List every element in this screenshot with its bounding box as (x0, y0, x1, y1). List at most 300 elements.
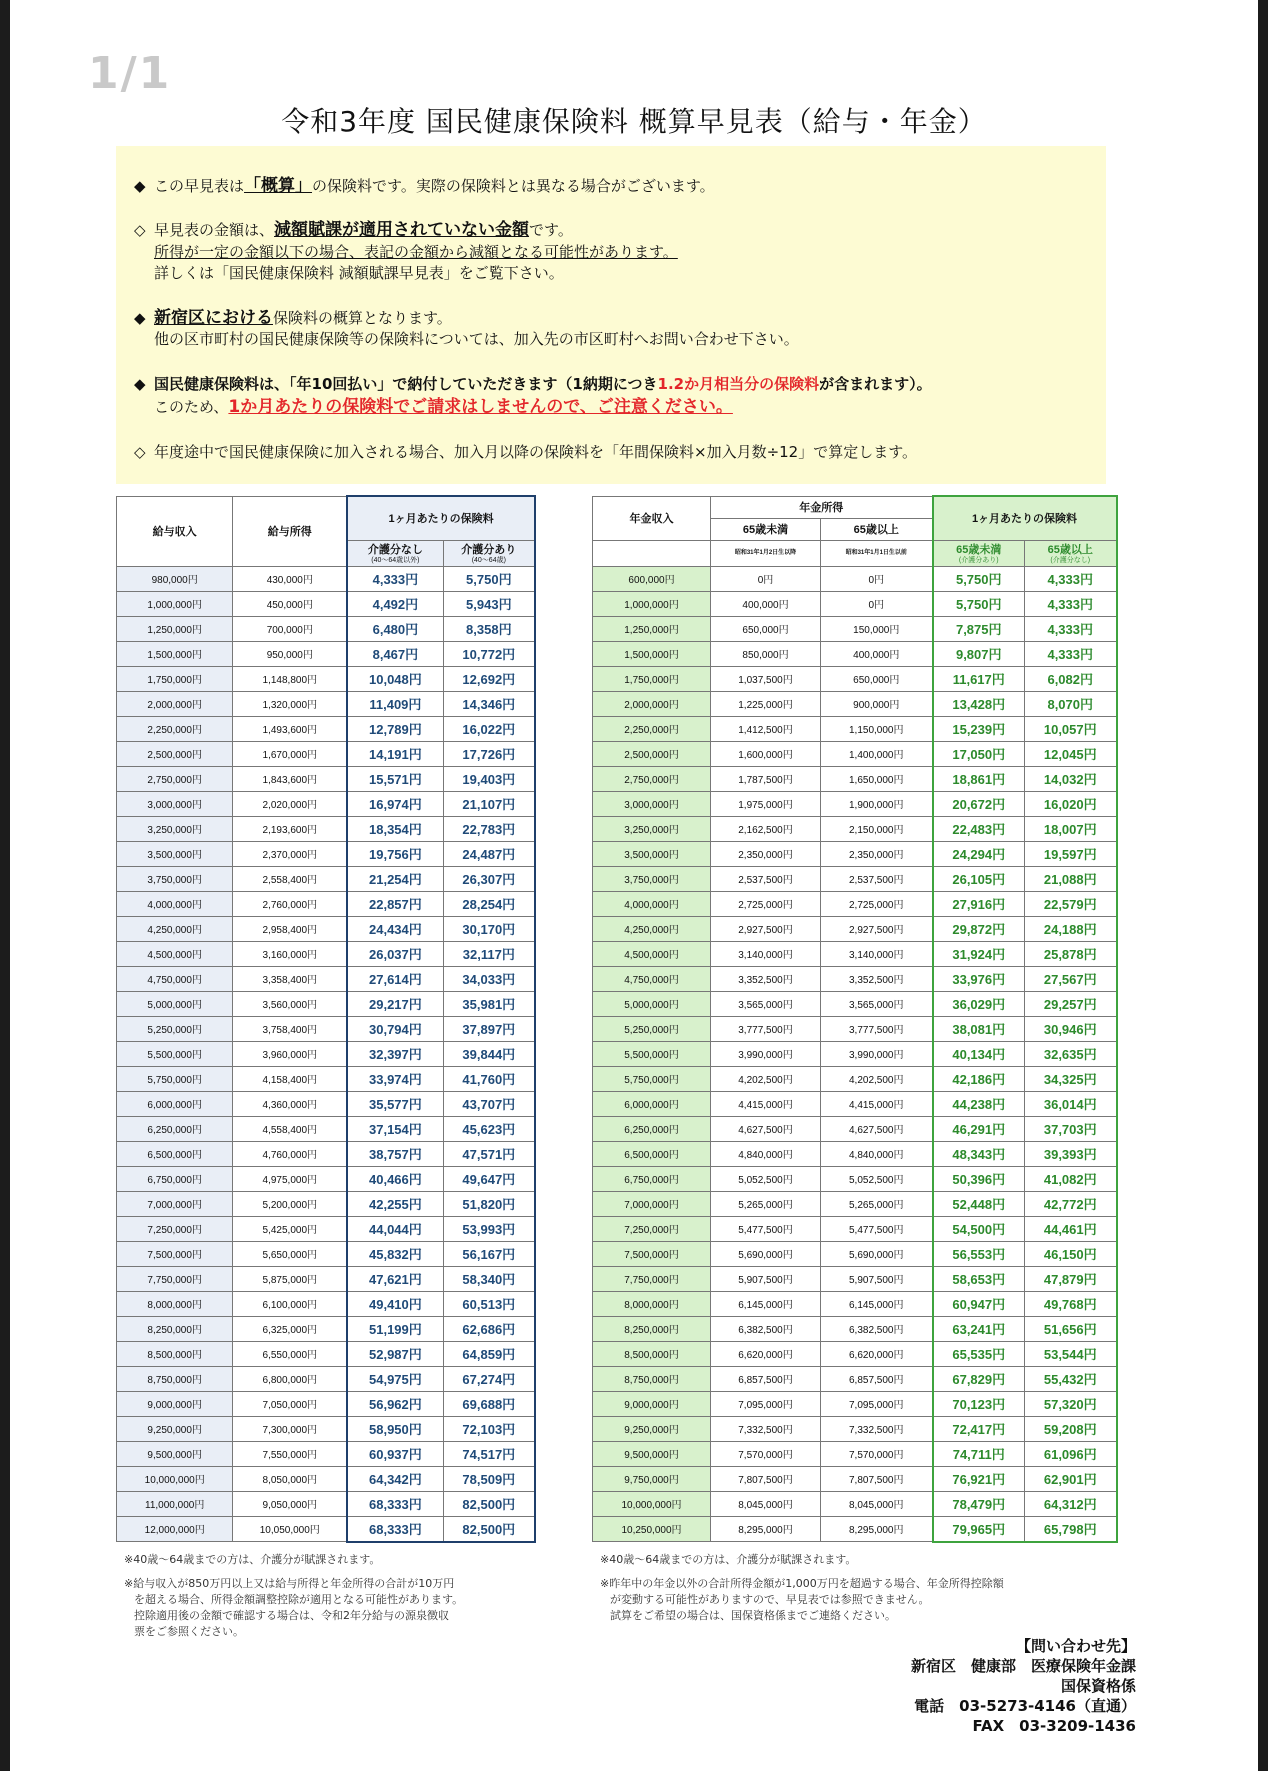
income-cell: 3,160,000円 (233, 941, 347, 966)
premium-cell: 4,333円 (1025, 616, 1117, 641)
income-cell: 2,250,000円 (593, 716, 711, 741)
premium-cell: 4,333円 (1025, 591, 1117, 616)
salary-row (117, 991, 536, 1016)
income-cell: 650,000円 (711, 616, 821, 641)
premium-cell: 78,479円 (933, 1491, 1025, 1516)
premium-cell: 33,976円 (933, 966, 1025, 991)
income-cell: 450,000円 (233, 591, 347, 616)
premium-cell: 29,872円 (933, 916, 1025, 941)
premium-cell: 19,597円 (1025, 841, 1117, 866)
income-cell: 7,095,000円 (821, 1391, 933, 1416)
income-cell: 5,750,000円 (593, 1066, 711, 1091)
income-cell: 9,500,000円 (117, 1441, 233, 1466)
pension-row (593, 641, 1117, 666)
income-cell: 2,750,000円 (593, 766, 711, 791)
income-cell: 7,500,000円 (117, 1241, 233, 1266)
income-cell: 5,500,000円 (593, 1041, 711, 1066)
premium-cell: 62,901円 (1025, 1466, 1117, 1491)
premium-cell: 35,577円 (347, 1091, 443, 1116)
income-cell: 9,000,000円 (593, 1391, 711, 1416)
income-cell: 11,000,000円 (117, 1491, 233, 1516)
pension-row (593, 1091, 1117, 1116)
income-cell: 7,550,000円 (233, 1441, 347, 1466)
income-cell: 4,415,000円 (821, 1091, 933, 1116)
premium-cell: 9,807円 (933, 641, 1025, 666)
income-cell: 2,760,000円 (233, 891, 347, 916)
premium-cell: 13,428円 (933, 691, 1025, 716)
income-cell: 3,140,000円 (821, 941, 933, 966)
premium-cell: 79,965円 (933, 1516, 1025, 1542)
salary-row (117, 791, 536, 816)
premium-cell: 19,756円 (347, 841, 443, 866)
pension-row (593, 966, 1117, 991)
premium-cell: 47,879円 (1025, 1266, 1117, 1291)
income-cell: 1,412,500円 (711, 716, 821, 741)
premium-cell: 24,294円 (933, 841, 1025, 866)
income-cell: 0円 (821, 591, 933, 616)
premium-cell: 26,307円 (443, 866, 535, 891)
premium-cell: 33,974円 (347, 1066, 443, 1091)
income-cell: 7,500,000円 (593, 1241, 711, 1266)
income-cell: 3,250,000円 (593, 816, 711, 841)
income-cell: 4,158,400円 (233, 1066, 347, 1091)
income-cell: 2,750,000円 (117, 766, 233, 791)
income-cell: 1,000,000円 (117, 591, 233, 616)
pension-row (593, 1316, 1117, 1341)
income-cell: 400,000円 (711, 591, 821, 616)
income-cell: 1,148,800円 (233, 666, 347, 691)
premium-cell: 74,711円 (933, 1441, 1025, 1466)
pension-row (593, 1441, 1117, 1466)
header-col-under65: 65歳未満 (介護分あり) (933, 540, 1025, 566)
salary-row (117, 1366, 536, 1391)
contact-heading: 【問い合わせ先】 (1015, 1637, 1136, 1655)
income-cell: 5,477,500円 (821, 1216, 933, 1241)
premium-cell: 58,653円 (933, 1266, 1025, 1291)
pension-row (593, 1116, 1117, 1141)
premium-cell: 25,878円 (1025, 941, 1117, 966)
income-cell: 6,382,500円 (711, 1316, 821, 1341)
premium-cell: 72,417円 (933, 1416, 1025, 1441)
contact-fax: FAX 03-3209-1436 (972, 1717, 1136, 1735)
income-cell: 9,250,000円 (593, 1416, 711, 1441)
premium-cell: 62,686円 (443, 1316, 535, 1341)
income-cell: 3,565,000円 (711, 991, 821, 1016)
income-cell: 9,000,000円 (117, 1391, 233, 1416)
income-cell: 600,000円 (593, 566, 711, 591)
salary-row (117, 1516, 536, 1542)
premium-cell: 34,033円 (443, 966, 535, 991)
income-cell: 430,000円 (233, 566, 347, 591)
premium-cell: 12,789円 (347, 716, 443, 741)
premium-cell: 63,241円 (933, 1316, 1025, 1341)
income-cell: 3,758,400円 (233, 1016, 347, 1041)
income-cell: 7,570,000円 (711, 1441, 821, 1466)
income-cell: 9,750,000円 (593, 1466, 711, 1491)
income-cell: 5,052,500円 (821, 1166, 933, 1191)
premium-cell: 12,692円 (443, 666, 535, 691)
income-cell: 2,927,500円 (711, 916, 821, 941)
income-cell: 6,857,500円 (821, 1366, 933, 1391)
income-cell: 6,620,000円 (821, 1341, 933, 1366)
premium-cell: 46,150円 (1025, 1241, 1117, 1266)
income-cell: 10,050,000円 (233, 1516, 347, 1542)
income-cell: 9,500,000円 (593, 1441, 711, 1466)
income-cell: 8,295,000円 (711, 1516, 821, 1542)
income-cell: 2,020,000円 (233, 791, 347, 816)
income-cell: 6,100,000円 (233, 1291, 347, 1316)
salary-table-body (117, 566, 536, 1542)
header-no-care: 介護分なし (40～64歳以外) (347, 540, 443, 566)
income-cell: 1,843,600円 (233, 766, 347, 791)
premium-cell: 37,154円 (347, 1116, 443, 1141)
income-cell: 0円 (821, 566, 933, 591)
salary-row (117, 591, 536, 616)
income-cell: 5,690,000円 (821, 1241, 933, 1266)
premium-cell: 8,467円 (347, 641, 443, 666)
income-cell: 5,000,000円 (117, 991, 233, 1016)
salary-row (117, 966, 536, 991)
footnote-right-2c: 試算をご希望の場合は、国保資格係までご連絡ください。 (610, 1609, 896, 1622)
income-cell: 5,265,000円 (821, 1191, 933, 1216)
salary-row (117, 1391, 536, 1416)
premium-cell: 17,726円 (443, 741, 535, 766)
pension-row (593, 716, 1117, 741)
income-cell: 3,500,000円 (117, 841, 233, 866)
income-cell: 1,500,000円 (117, 641, 233, 666)
footnote-right-1: ※40歳～64歳までの方は、介護分が賦課されます。 (600, 1553, 857, 1566)
income-cell: 8,000,000円 (593, 1291, 711, 1316)
header-salary-income: 給与収入 (117, 496, 233, 566)
premium-cell: 74,517円 (443, 1441, 535, 1466)
premium-cell: 70,123円 (933, 1391, 1025, 1416)
premium-cell: 47,621円 (347, 1266, 443, 1291)
salary-row (117, 666, 536, 691)
premium-cell: 16,974円 (347, 791, 443, 816)
notice-3: ◆ 新宿区における保険料の概算となります。 (134, 308, 452, 328)
income-cell: 1,225,000円 (711, 691, 821, 716)
salary-row (117, 1191, 536, 1216)
premium-cell: 41,760円 (443, 1066, 535, 1091)
income-cell: 3,000,000円 (117, 791, 233, 816)
income-cell: 1,900,000円 (821, 791, 933, 816)
pension-row (593, 691, 1117, 716)
income-cell: 6,000,000円 (117, 1091, 233, 1116)
premium-cell: 64,859円 (443, 1341, 535, 1366)
premium-cell: 15,571円 (347, 766, 443, 791)
premium-cell: 4,492円 (347, 591, 443, 616)
premium-cell: 52,448円 (933, 1191, 1025, 1216)
header-under65: 65歳未満 (711, 518, 821, 540)
premium-cell: 22,579円 (1025, 891, 1117, 916)
income-cell: 4,975,000円 (233, 1166, 347, 1191)
income-cell: 6,145,000円 (711, 1291, 821, 1316)
premium-cell: 44,044円 (347, 1216, 443, 1241)
notice-box (116, 146, 1106, 484)
salary-row (117, 741, 536, 766)
premium-cell: 53,993円 (443, 1216, 535, 1241)
income-cell: 8,045,000円 (711, 1491, 821, 1516)
income-cell: 5,000,000円 (593, 991, 711, 1016)
income-cell: 7,300,000円 (233, 1416, 347, 1441)
income-cell: 8,045,000円 (821, 1491, 933, 1516)
income-cell: 2,725,000円 (821, 891, 933, 916)
premium-cell: 16,020円 (1025, 791, 1117, 816)
income-cell: 650,000円 (821, 666, 933, 691)
salary-row (117, 1291, 536, 1316)
income-cell: 6,325,000円 (233, 1316, 347, 1341)
premium-cell: 10,048円 (347, 666, 443, 691)
salary-row (117, 841, 536, 866)
income-cell: 10,000,000円 (117, 1466, 233, 1491)
premium-cell: 82,500円 (443, 1491, 535, 1516)
premium-cell: 44,461円 (1025, 1216, 1117, 1241)
header-with-care: 介護分あり (40～64歳) (443, 540, 535, 566)
salary-row (117, 641, 536, 666)
premium-cell: 45,623円 (443, 1116, 535, 1141)
notice-4: ◆ 国民健康保険料は、「年10回払い」で納付していただきます（1納期につき1.2か月相当分の保険料が含まれます）。 (134, 375, 932, 393)
income-cell: 3,352,500円 (711, 966, 821, 991)
premium-cell: 42,186円 (933, 1066, 1025, 1091)
premium-cell: 60,513円 (443, 1291, 535, 1316)
income-cell: 2,000,000円 (593, 691, 711, 716)
income-cell: 6,500,000円 (117, 1141, 233, 1166)
income-cell: 7,750,000円 (593, 1266, 711, 1291)
income-cell: 2,537,500円 (711, 866, 821, 891)
premium-cell: 8,070円 (1025, 691, 1117, 716)
premium-cell: 37,897円 (443, 1016, 535, 1041)
income-cell: 6,750,000円 (593, 1166, 711, 1191)
income-cell: 8,750,000円 (117, 1366, 233, 1391)
income-cell: 4,250,000円 (593, 916, 711, 941)
salary-row (117, 1166, 536, 1191)
premium-cell: 78,509円 (443, 1466, 535, 1491)
footnote-left-1: ※40歳～64歳までの方は、介護分が賦課されます。 (124, 1553, 381, 1566)
header-col-over65: 65歳以上 (介護分なし) (1025, 540, 1117, 566)
income-cell: 3,250,000円 (117, 816, 233, 841)
premium-cell: 30,794円 (347, 1016, 443, 1041)
income-cell: 8,000,000円 (117, 1291, 233, 1316)
income-cell: 4,000,000円 (593, 891, 711, 916)
income-cell: 6,800,000円 (233, 1366, 347, 1391)
header-over65-birth: 昭和31年1月1日生以前 (821, 540, 933, 566)
income-cell: 8,250,000円 (117, 1316, 233, 1341)
premium-cell: 6,480円 (347, 616, 443, 641)
income-cell: 2,558,400円 (233, 866, 347, 891)
premium-cell: 65,798円 (1025, 1516, 1117, 1542)
premium-cell: 27,614円 (347, 966, 443, 991)
pension-row (593, 1066, 1117, 1091)
salary-row (117, 1416, 536, 1441)
salary-row (117, 941, 536, 966)
income-cell: 2,193,600円 (233, 816, 347, 841)
income-cell: 4,627,500円 (821, 1116, 933, 1141)
footnote-right-2a: ※昨年中の年金以外の合計所得金額が1,000万円を超過する場合、年金所得控除額 (600, 1577, 1004, 1590)
income-cell: 8,050,000円 (233, 1466, 347, 1491)
notice-3-line2: 他の区市町村の国民健康保険等の保険料については、加入先の市区町村へお問い合わせ下さい。 (154, 330, 799, 348)
premium-cell: 10,057円 (1025, 716, 1117, 741)
income-cell: 4,250,000円 (117, 916, 233, 941)
pension-row (593, 1516, 1117, 1542)
pension-table-body (593, 566, 1117, 1542)
income-cell: 4,760,000円 (233, 1141, 347, 1166)
pension-row (593, 1466, 1117, 1491)
premium-cell: 32,397円 (347, 1041, 443, 1066)
income-cell: 5,265,000円 (711, 1191, 821, 1216)
income-cell: 2,927,500円 (821, 916, 933, 941)
premium-cell: 56,167円 (443, 1241, 535, 1266)
income-cell: 5,650,000円 (233, 1241, 347, 1266)
income-cell: 3,960,000円 (233, 1041, 347, 1066)
footnote-left-2b: を超える場合、所得金額調整控除が適用となる可能性があります。 (134, 1593, 464, 1606)
premium-cell: 56,962円 (347, 1391, 443, 1416)
premium-cell: 22,783円 (443, 816, 535, 841)
income-cell: 12,000,000円 (117, 1516, 233, 1542)
premium-cell: 60,947円 (933, 1291, 1025, 1316)
income-cell: 6,857,500円 (711, 1366, 821, 1391)
pension-row (593, 616, 1117, 641)
income-cell: 4,750,000円 (117, 966, 233, 991)
premium-cell: 10,772円 (443, 641, 535, 666)
income-cell: 2,537,500円 (821, 866, 933, 891)
income-cell: 8,500,000円 (593, 1341, 711, 1366)
premium-cell: 4,333円 (347, 566, 443, 591)
income-cell: 8,500,000円 (117, 1341, 233, 1366)
premium-cell: 24,434円 (347, 916, 443, 941)
income-cell: 1,150,000円 (821, 716, 933, 741)
salary-row (117, 1466, 536, 1491)
income-cell: 5,250,000円 (593, 1016, 711, 1041)
premium-cell: 39,393円 (1025, 1141, 1117, 1166)
salary-row (117, 766, 536, 791)
premium-cell: 39,844円 (443, 1041, 535, 1066)
premium-cell: 20,672円 (933, 791, 1025, 816)
premium-cell: 51,656円 (1025, 1316, 1117, 1341)
income-cell: 7,332,500円 (711, 1416, 821, 1441)
income-cell: 2,350,000円 (711, 841, 821, 866)
pension-row (593, 816, 1117, 841)
income-cell: 2,958,400円 (233, 916, 347, 941)
premium-cell: 72,103円 (443, 1416, 535, 1441)
premium-cell: 18,007円 (1025, 816, 1117, 841)
premium-cell: 12,045円 (1025, 741, 1117, 766)
pension-row (593, 1341, 1117, 1366)
income-cell: 6,620,000円 (711, 1341, 821, 1366)
salary-row (117, 1241, 536, 1266)
income-cell: 850,000円 (711, 641, 821, 666)
income-cell: 5,907,500円 (821, 1266, 933, 1291)
income-cell: 2,500,000円 (117, 741, 233, 766)
income-cell: 1,493,600円 (233, 716, 347, 741)
income-cell: 4,627,500円 (711, 1116, 821, 1141)
premium-cell: 49,410円 (347, 1291, 443, 1316)
income-cell: 5,690,000円 (711, 1241, 821, 1266)
contact-section: 国保資格係 (1060, 1677, 1136, 1695)
notice-2-line3: 詳しくは「国民健康保険料 減額賦課早見表」をご覧下さい。 (154, 264, 564, 282)
income-cell: 1,650,000円 (821, 766, 933, 791)
premium-cell: 49,768円 (1025, 1291, 1117, 1316)
income-cell: 2,370,000円 (233, 841, 347, 866)
premium-cell: 14,191円 (347, 741, 443, 766)
salary-row (117, 1066, 536, 1091)
income-cell: 4,500,000円 (117, 941, 233, 966)
income-cell: 1,750,000円 (593, 666, 711, 691)
premium-cell: 38,757円 (347, 1141, 443, 1166)
pension-row (593, 1266, 1117, 1291)
salary-row (117, 1441, 536, 1466)
premium-cell: 67,274円 (443, 1366, 535, 1391)
premium-cell: 14,346円 (443, 691, 535, 716)
premium-cell: 51,820円 (443, 1191, 535, 1216)
premium-cell: 31,924円 (933, 941, 1025, 966)
income-cell: 4,202,500円 (821, 1066, 933, 1091)
pension-row (593, 591, 1117, 616)
income-cell: 4,415,000円 (711, 1091, 821, 1116)
income-cell: 10,000,000円 (593, 1491, 711, 1516)
premium-cell: 29,217円 (347, 991, 443, 1016)
pension-row (593, 891, 1117, 916)
premium-cell: 76,921円 (933, 1466, 1025, 1491)
income-cell: 7,750,000円 (117, 1266, 233, 1291)
income-cell: 4,558,400円 (233, 1116, 347, 1141)
income-cell: 1,975,000円 (711, 791, 821, 816)
income-cell: 2,250,000円 (117, 716, 233, 741)
income-cell: 6,382,500円 (821, 1316, 933, 1341)
income-cell: 3,352,500円 (821, 966, 933, 991)
income-cell: 7,000,000円 (117, 1191, 233, 1216)
premium-cell: 48,343円 (933, 1141, 1025, 1166)
income-cell: 5,052,500円 (711, 1166, 821, 1191)
income-cell: 6,550,000円 (233, 1341, 347, 1366)
premium-cell: 57,320円 (1025, 1391, 1117, 1416)
income-cell: 1,500,000円 (593, 641, 711, 666)
premium-cell: 37,703円 (1025, 1116, 1117, 1141)
income-cell: 4,750,000円 (593, 966, 711, 991)
premium-cell: 11,617円 (933, 666, 1025, 691)
header-under65-birth: 昭和31年1月2日生以降 (711, 540, 821, 566)
premium-cell: 51,199円 (347, 1316, 443, 1341)
pension-row (593, 1291, 1117, 1316)
header-salary-earned: 給与所得 (233, 496, 347, 566)
income-cell: 1,037,500円 (711, 666, 821, 691)
income-cell: 1,250,000円 (593, 616, 711, 641)
premium-cell: 36,014円 (1025, 1091, 1117, 1116)
header-pension-earned: 年金所得 (711, 496, 933, 518)
income-cell: 7,095,000円 (711, 1391, 821, 1416)
income-cell: 980,000円 (117, 566, 233, 591)
premium-cell: 29,257円 (1025, 991, 1117, 1016)
premium-cell: 64,342円 (347, 1466, 443, 1491)
income-cell: 3,358,400円 (233, 966, 347, 991)
premium-cell: 42,772円 (1025, 1191, 1117, 1216)
income-cell: 1,750,000円 (117, 666, 233, 691)
pension-row (593, 1141, 1117, 1166)
income-cell: 4,360,000円 (233, 1091, 347, 1116)
premium-cell: 18,861円 (933, 766, 1025, 791)
header-monthly-premium: 1ヶ月あたりの保険料 (347, 496, 535, 540)
income-cell: 3,000,000円 (593, 791, 711, 816)
income-cell: 6,250,000円 (117, 1116, 233, 1141)
pension-row (593, 1216, 1117, 1241)
premium-cell: 26,105円 (933, 866, 1025, 891)
income-cell: 6,250,000円 (593, 1116, 711, 1141)
premium-cell: 4,333円 (1025, 566, 1117, 591)
notice-2: ◇ 早見表の金額は、減額賦課が適用されていない金額です。 (134, 220, 573, 240)
pension-table (592, 495, 1118, 1543)
premium-cell: 44,238円 (933, 1091, 1025, 1116)
premium-cell: 27,916円 (933, 891, 1025, 916)
premium-cell: 46,291円 (933, 1116, 1025, 1141)
